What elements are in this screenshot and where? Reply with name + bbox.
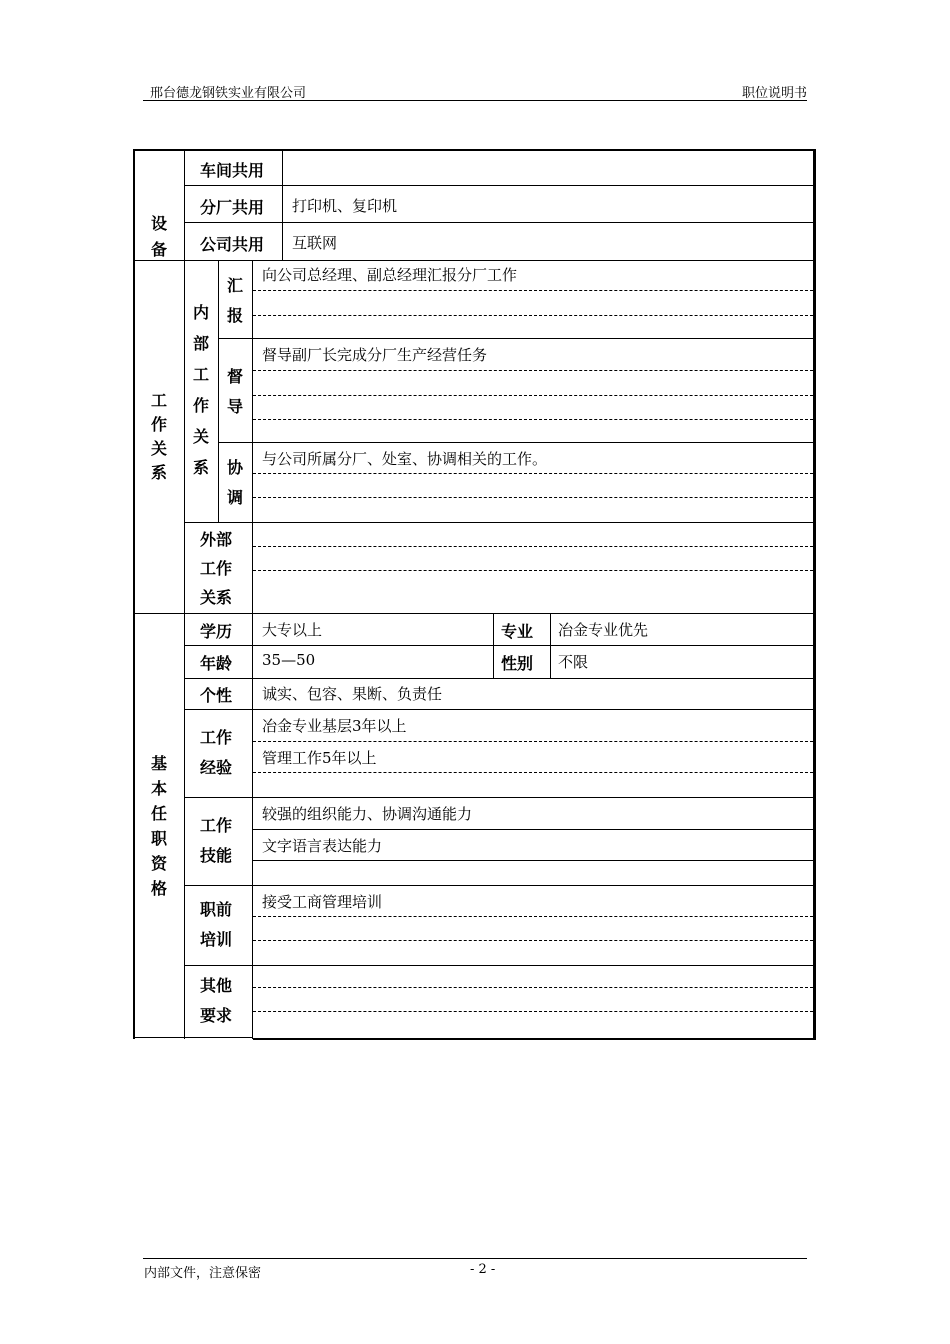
equipment-row-value: 打印机、复印机 [292, 197, 398, 215]
coordinate-label: 协调 [226, 458, 243, 507]
fill-line [253, 546, 813, 547]
personality-label: 个性 [200, 686, 233, 705]
training-label: 职前培训 [200, 900, 233, 949]
col-line-6 [550, 614, 551, 678]
table-border-bottom-left [133, 1037, 253, 1038]
experience-item: 冶金专业基层3年以上 [262, 717, 407, 735]
row-line [184, 797, 814, 798]
page-number: - 2 - [470, 1262, 496, 1277]
footer-note: 内部文件，注意保密 [144, 1266, 262, 1281]
row-line [184, 678, 814, 679]
fill-line [253, 473, 813, 474]
fill-line [253, 290, 813, 291]
col-line-5 [493, 614, 494, 678]
major-value: 冶金专业优先 [558, 621, 649, 639]
fill-line [253, 370, 813, 371]
row-line [218, 442, 814, 443]
fill-line [253, 987, 813, 988]
fill-line [253, 772, 813, 773]
age-value: 35—50 [262, 651, 316, 669]
row-line [218, 338, 814, 339]
fill-line [253, 916, 813, 917]
qualifications-section-label: 基本任职资格 [150, 754, 167, 898]
external-relations-label: 外部工作关系 [200, 530, 233, 607]
other-requirements-label: 其他要求 [200, 976, 233, 1025]
header-doc-title: 职位说明书 [741, 86, 807, 101]
education-label: 学历 [200, 622, 233, 641]
row-line [184, 522, 814, 523]
report-text: 向公司总经理、副总经理汇报分厂工作 [262, 266, 518, 284]
row-line [184, 885, 814, 886]
fill-line [253, 315, 813, 316]
row-line [184, 185, 815, 186]
skills-item: 较强的组织能力、协调沟通能力 [262, 805, 473, 823]
fill-line [253, 570, 813, 571]
col-line-2 [282, 149, 283, 260]
col-line-4 [252, 260, 253, 1039]
skills-label: 工作技能 [200, 816, 233, 865]
gender-value: 不限 [558, 653, 589, 671]
gender-label: 性别 [501, 654, 534, 673]
row-line [184, 709, 814, 710]
fill-line [253, 497, 813, 498]
col-line-3 [218, 260, 219, 523]
row-line [184, 222, 815, 223]
table-border-bottom [253, 1038, 816, 1040]
table-border-left [133, 149, 135, 1039]
training-item: 接受工商管理培训 [262, 893, 383, 911]
row-line [253, 860, 814, 861]
fill-line [253, 741, 813, 742]
col-line-1 [184, 149, 185, 1039]
coordinate-text: 与公司所属分厂、处室、协调相关的工作。 [262, 450, 548, 468]
personality-value: 诚实、包容、果断、负责任 [262, 685, 443, 703]
age-label: 年龄 [200, 654, 233, 673]
row-line [184, 965, 814, 966]
fill-line [253, 419, 813, 420]
relations-section-label: 工作关系 [150, 391, 167, 482]
equipment-row-value: 互联网 [292, 234, 338, 252]
fill-line [253, 1011, 813, 1012]
equipment-section-label: 设备 [150, 214, 167, 259]
equipment-row-label: 车间共用 [200, 161, 265, 180]
fill-line [253, 940, 813, 941]
footer-rule [143, 1258, 807, 1259]
internal-relations-label: 内部工作关系 [192, 303, 209, 477]
section-line [133, 613, 815, 614]
fill-line [253, 395, 813, 396]
major-label: 专业 [501, 622, 534, 641]
equipment-row-label: 公司共用 [200, 235, 265, 254]
supervise-text: 督导副厂长完成分厂生产经营任务 [262, 346, 488, 364]
table-border-top [133, 149, 816, 151]
row-line [184, 645, 814, 646]
equipment-row-label: 分厂共用 [200, 198, 265, 217]
table-border-right [813, 149, 816, 1039]
skills-item: 文字语言表达能力 [262, 837, 383, 855]
row-line [253, 829, 814, 830]
report-label: 汇报 [226, 276, 243, 325]
job-description-table [133, 149, 816, 1039]
education-value: 大专以上 [262, 621, 323, 639]
supervise-label: 督导 [226, 367, 243, 416]
experience-item: 管理工作5年以上 [262, 749, 377, 767]
header-rule [143, 100, 807, 101]
header-company: 邢台德龙钢铁实业有限公司 [150, 86, 307, 101]
section-line [133, 260, 815, 261]
experience-label: 工作经验 [200, 728, 233, 777]
